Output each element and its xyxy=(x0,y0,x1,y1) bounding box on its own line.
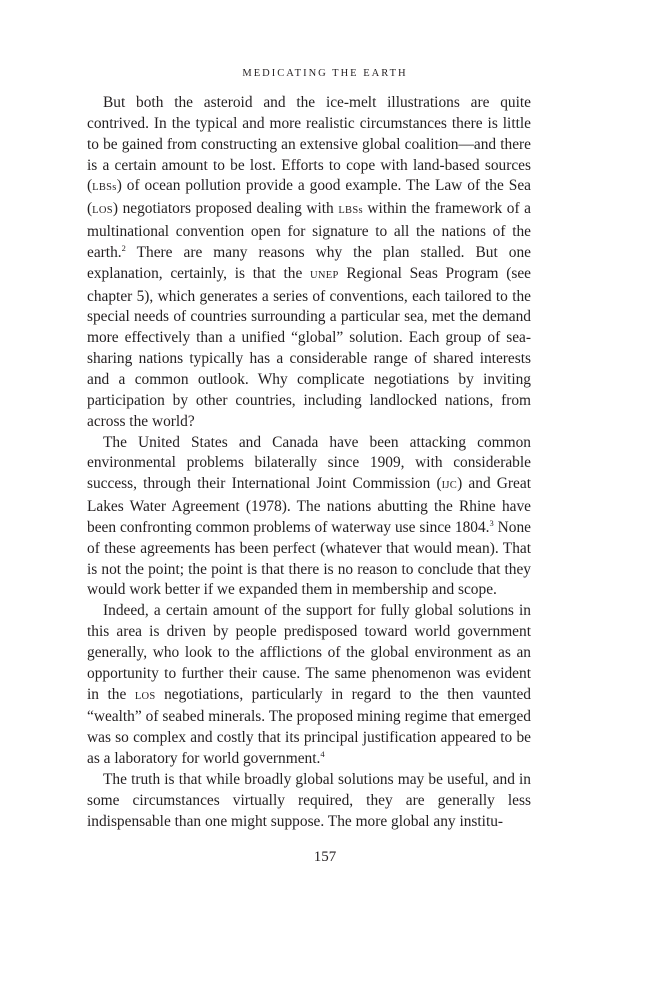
abbreviation: IJC xyxy=(441,480,458,492)
running-head: MEDICATING THE EARTH xyxy=(242,68,408,79)
text-run: Indeed, a certain amount of the support for fully global solutions in this area is driven by people predisposed toward world government generally, who look to the afflictions of the global environment as an opportunity to further their cause. The same phenomenon was evident in the xyxy=(87,602,531,703)
footnote-marker: 3 xyxy=(489,517,494,528)
body-text xyxy=(87,93,531,833)
text-run: ) and Great Lakes Water Agreement (1978). The nations abutting the Rhine have been confronting common problems of waterway use since 1804. xyxy=(87,475,531,536)
text-run: within the framework of a multinational convention open for signature to all the nations of the earth. xyxy=(87,200,531,261)
footnote-marker: 2 xyxy=(121,242,126,253)
abbreviation: LOS xyxy=(134,690,156,702)
footnote-marker: 4 xyxy=(320,749,325,760)
abbreviation: UNEP xyxy=(310,269,339,281)
text-run: ) negotiators proposed dealing with xyxy=(112,200,339,218)
paragraph xyxy=(87,601,531,770)
text-run: There are many reasons why the plan stalled. But one explanation, certainly, is that the xyxy=(87,243,531,282)
abbreviation: LBSs xyxy=(338,205,363,217)
abbreviation: LOS xyxy=(92,205,113,217)
text-run: negotiations, particularly in regard to the then vaunted “wealth” of seabed minerals. The proposed mining regime that emerged was so complex and costly that its principal justification appeared to be as a laboratory for world government. xyxy=(87,685,531,768)
text-run: ) of ocean pollution provide a good example. The Law of the Sea ( xyxy=(87,177,531,218)
text-run: Regional Seas Program (see chapter 5), which generates a series of conventions, each tailored to the special needs of countries surrounding a particular sea, met the demand more effectively than a unified “global” solution. Each group of sea-sharing nations typically has a considerable range of shared interests and a common outlook. Why complicate negotiations by inviting participation by other countries, including landlocked nations, from across the world? xyxy=(87,264,531,430)
text-run: But both the asteroid and the ice-melt illustrations are quite contrived. In the typical and more realistic circumstances there is little to be gained from constructing an extensive global coalition—and there is a certain amount to be lost. Efforts to cope with land-based sources ( xyxy=(87,94,531,195)
text-run: None of these agreements has been perfect (whatever that would mean). That is not the point; the point is that there is no reason to conclude that they would work better if we expanded them in membership and scope. xyxy=(87,518,532,599)
paragraph xyxy=(87,93,531,433)
text-run: The truth is that while broadly global solutions may be useful, and in some circumstances virtually required, they are generally less indispensable than one might suppose. The more global any institu- xyxy=(87,771,531,830)
paragraph xyxy=(87,433,531,602)
abbreviation: LBSs xyxy=(92,182,117,194)
page-number: 157 xyxy=(313,849,337,865)
paragraph xyxy=(87,770,531,833)
text-run: The United States and Canada have been attacking common environmental problems bilaterally since 1909, with considerable success, through their International Joint Commission ( xyxy=(87,433,531,493)
